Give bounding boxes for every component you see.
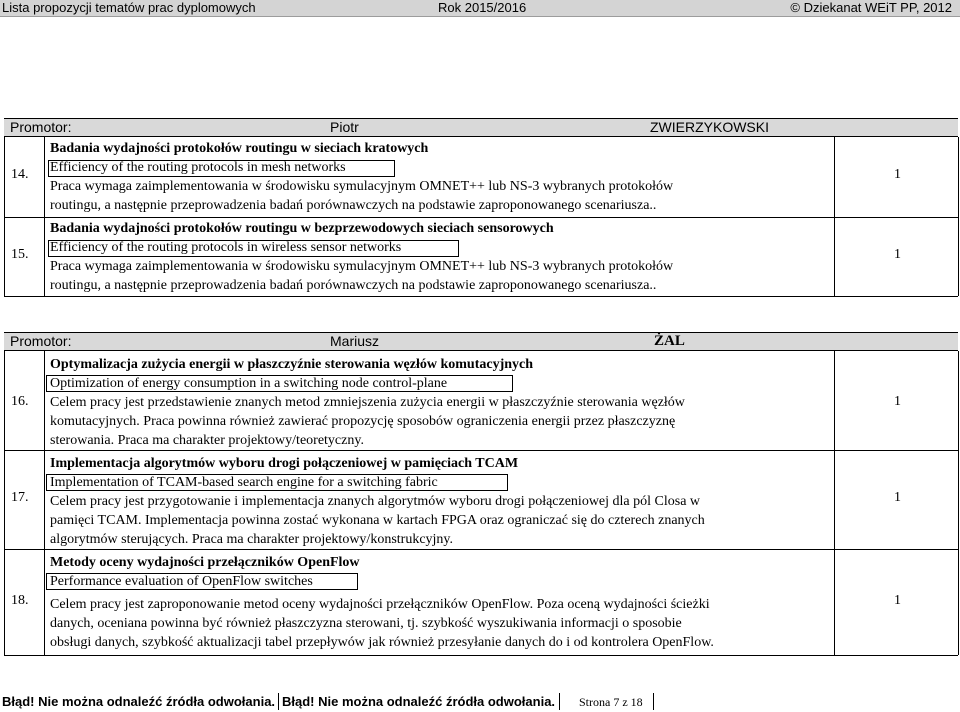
topic-number: 15. [11, 247, 29, 262]
topic-title-pl: Implementacja algorytmów wyboru drogi połączeniowej w pamięciach TCAM [50, 456, 519, 471]
topic-desc-line: komutacyjnych. Praca powinna również zawierać propozycję sposobów ograniczenia energii przez płaszczyznę [50, 414, 676, 429]
topic-title-en: Efficiency of the routing protocols in mesh networks [50, 160, 346, 175]
topic-title-pl: Badania wydajności protokołów routingu w sieciach kratowych [50, 141, 429, 156]
topic-title-pl: Metody oceny wydajności przełączników OpenFlow [50, 555, 360, 570]
topic-desc-line: Praca wymaga zaimplementowania w środowisku symulacyjnym OMNET++ lub NS-3 wybranych protokołów [50, 179, 674, 194]
topic-title-en: Performance evaluation of OpenFlow switches [50, 574, 313, 589]
header-right: © Dziekanat WEiT PP, 2012 [790, 0, 952, 15]
topic-number: 16. [11, 394, 29, 409]
page-header [0, 0, 960, 17]
topic-number: 14. [11, 167, 29, 182]
topic-desc-line: Celem pracy jest zaproponowanie metod oceny wydajności przełączników OpenFlow. Poza oceną wydajności ścieżki [50, 597, 710, 612]
promotor-label: Promotor: [10, 119, 72, 135]
topic-desc-line: obsługi danych, szybkość aktualizacji tabel przepływów jak również przesyłanie danych do i od kontrolera OpenFlow. [50, 635, 714, 650]
promotor-last-name: ŻAL [654, 333, 685, 349]
topic-desc-line: danych, oceniana powinna być również płaszczyzna sterowani, tj. szybkość wyszukiwania informacji o sposobie [50, 616, 682, 631]
promotor-last-name: ZWIERZYKOWSKI [650, 119, 769, 135]
promotor-first-name: Mariusz [330, 333, 380, 349]
header-left: Lista propozycji tematów prac dyplomowych [2, 0, 256, 15]
topic-number: 17. [11, 490, 29, 505]
topic-points: 1 [894, 490, 901, 505]
promotor-first-name: Piotr [330, 119, 359, 135]
topic-desc-line: routingu, a następnie przeprowadzenia badań porównawczych na podstawie zaproponowanego scenariusza.. [50, 278, 657, 293]
topic-number: 18. [11, 593, 29, 608]
topic-title-pl: Badania wydajności protokołów routingu w bezprzewodowych sieciach sensorowych [50, 221, 554, 236]
topic-points: 1 [894, 593, 901, 608]
topic-desc-line: routingu, a następnie przeprowadzenia badań porównawczych na podstawie zaproponowanego scenariusza.. [50, 198, 657, 213]
promotor-bar-1 [4, 118, 958, 137]
topic-desc-line: Celem pracy jest przedstawienie znanych metod zmniejszenia zużycia energii w płaszczyźnie sterowania węzłów [50, 395, 685, 410]
topic-desc-line: algorytmów sterujących. Praca ma charakter projektowy/konstrukcyjny. [50, 532, 454, 547]
topic-points: 1 [894, 167, 901, 182]
topic-desc-line: Praca wymaga zaimplementowania w środowisku symulacyjnym OMNET++ lub NS-3 wybranych protokołów [50, 259, 674, 274]
promotor-bar-2 [4, 332, 958, 351]
footer-error-2: Błąd! Nie można odnaleźć źródła odwołania. [282, 694, 556, 709]
topic-title-en: Implementation of TCAM-based search engine for a switching fabric [50, 475, 438, 490]
topic-points: 1 [894, 247, 901, 262]
footer-page-number: Strona 7 z 18 [579, 695, 643, 709]
topic-title-en: Optimization of energy consumption in a switching node control-plane [50, 376, 448, 391]
topic-title-pl: Optymalizacja zużycia energii w płaszczyźnie sterowania węzłów komutacyjnych [50, 357, 534, 372]
footer-error-1: Błąd! Nie można odnaleźć źródła odwołania. [2, 694, 276, 709]
topic-desc-line: sterowania. Praca ma charakter projektowy/teoretyczny. [50, 433, 364, 448]
header-center: Rok 2015/2016 [438, 0, 527, 15]
topic-title-en: Efficiency of the routing protocols in wireless sensor networks [50, 240, 402, 255]
topic-points: 1 [894, 394, 901, 409]
topic-desc-line: pamięci TCAM. Implementacja powinna zostać wykonana w kartach FPGA oraz ograniczać się do czterech znanych [50, 513, 705, 528]
topic-desc-line: Celem pracy jest przygotowanie i implementacja znanych algorytmów wyboru drogi połączeniowej dla pól Closa w [50, 494, 701, 509]
promotor-label: Promotor: [10, 333, 72, 349]
